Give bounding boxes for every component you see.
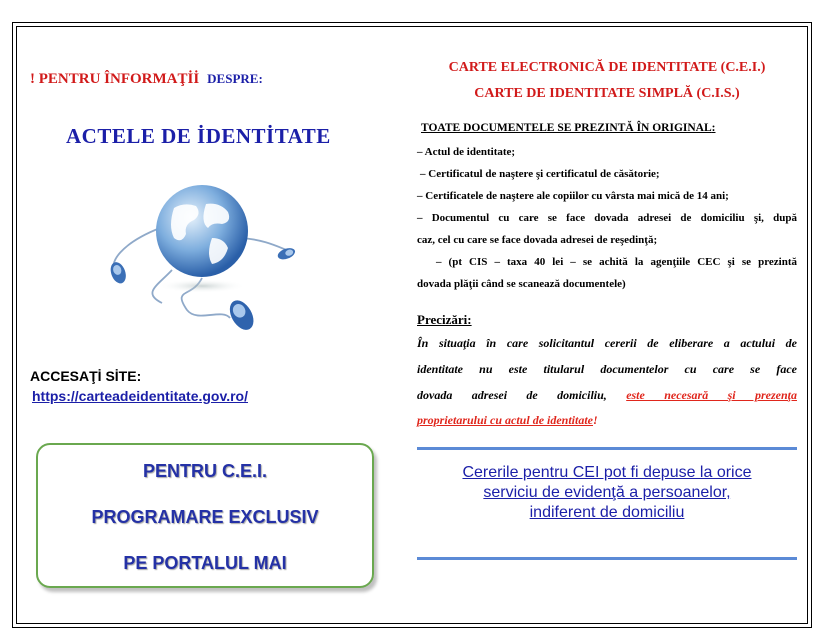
cei-appointment-box [36,443,374,588]
cereri-line: indiferent de domiciliu [529,504,685,521]
situatia-line-4a: proprietarului cu actul de identitate [417,413,594,427]
info-line [30,70,263,88]
cis-title: CARTE DE IDENTITATE SIMPLĂ (C.I.S.) [474,86,740,101]
box-line-3: PE PORTALUL MAI [123,553,287,573]
cei-title: CARTE ELECTRONICĂ DE IDENTITATE (C.E.I.) [448,60,766,75]
site-link[interactable]: https://carteadeidentitate.gov.ro/ [32,388,248,404]
globe-network-icon [102,168,307,343]
situatia-line-3 [417,388,797,403]
cereri-line: serviciu de evidenţă a persoanelor, [483,484,731,501]
bottom-divider [417,557,797,560]
top-divider [417,447,797,450]
info-prefix: ! PENTRU ÎNFORMAŢİİ [30,71,200,87]
box-line-2: PROGRAMARE EXCLUSIV [91,507,319,527]
original-colon: : [711,122,716,134]
doc-item: – Certificatele de naştere ale copiilor cu vârsta mai mică de 14 ani; [417,190,729,202]
original-heading [421,122,716,134]
situatia-line-3a: dovada adresei de domiciliu, [417,388,627,402]
doc-item: dovada plăţii când se scanează documentele) [417,278,626,290]
info-suffix: DESPRE: [207,71,263,86]
cereri-line: Cererile pentru CEI pot fi depuse la orice [462,464,752,481]
situatia-line-1: În situaţia în care solicitantul cererii de eliberare a actului de [417,336,797,350]
situatia-line-2: identitate nu este titularul documentelor cu care se face [417,362,797,376]
doc-item: – Actul de identitate; [417,146,516,158]
precizari-heading: Precizări: [417,312,472,327]
situatia-line-4 [417,413,797,428]
identity-docs-heading: ACTELE DE İDENTİTATE [66,124,331,148]
situatia-line-3b: este necesară şi prezenţa [626,388,797,402]
doc-item: – (pt CIS – taxa 40 lei – se achită la agenţiile CEC şi se prezintă [436,256,797,268]
box-line-1: PENTRU C.E.I. [142,461,267,481]
doc-item: – Certificatul de naştere şi certificatul de căsătorie; [420,168,660,180]
site-label: ACCESAŢİ SİTE: [30,368,142,384]
original-heading-text: TOATE DOCUMENTELE SE PREZINTĂ ÎN ORIGINAL [421,122,712,134]
situatia-line-4b: ! [593,413,598,427]
cereri-note [417,463,797,523]
doc-item: caz, cel cu care se face dovada adresei de reşedinţă; [417,234,658,246]
doc-item: – Documentul cu care se face dovada adresei de domiciliu şi, după [417,212,797,224]
